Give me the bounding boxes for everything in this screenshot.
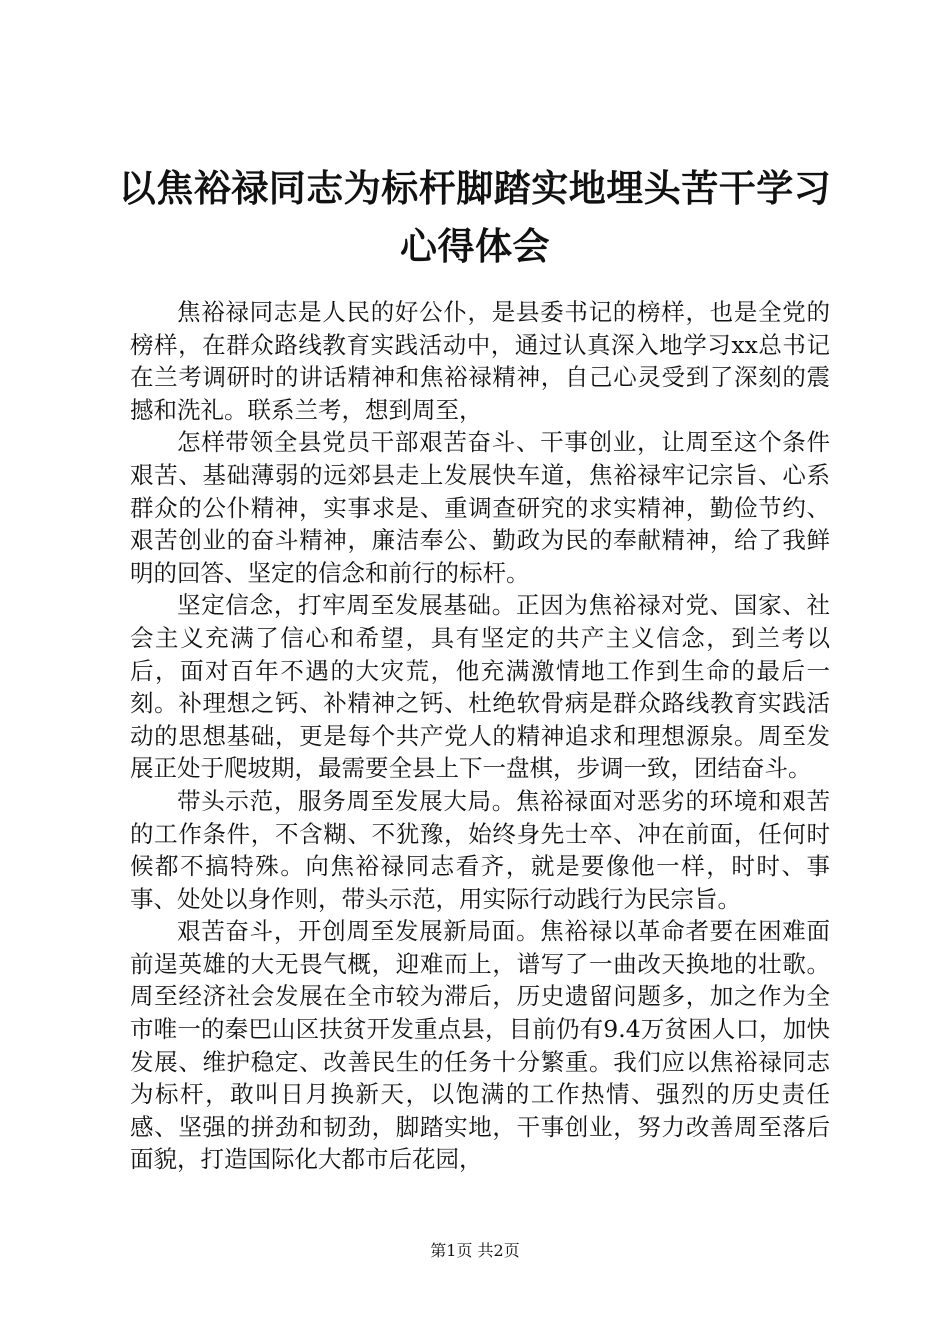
body-paragraph: 坚定信念，打牢周至发展基础。正因为焦裕禄对党、国家、社会主义充满了信心和希望，具有坚定的共产主义信念，到兰考以后，面对百年不遇的大灾荒，他充满激情地工作到生命的最后一刻。补理想之钙、补精神之钙、杜绝软骨病是群众路线教育实践活动的思想基础，更是每个共产党人的精神追求和理想源泉。周至发展正处于爬坡期，最需要全县上下一盘棋，步调一致，团结奋斗。 <box>130 591 830 783</box>
document-title: 以焦裕禄同志为标杆脚踏实地埋头苦干学习心得体会 <box>118 167 832 268</box>
body-paragraph: 带头示范，服务周至发展大局。焦裕禄面对恶劣的环境和艰苦的工作条件，不含糊、不犹豫，始终身先士卒、冲在前面，任何时候都不搞特殊。向焦裕禄同志看齐，就是要像他一样，时时、事事、处处以身作则，带头示范，用实际行动践行为民宗旨。 <box>130 786 830 913</box>
document-body <box>130 296 830 1176</box>
body-paragraph: 艰苦奋斗，开创周至发展新局面。焦裕禄以革命者要在困难面前逞英雄的大无畏气概，迎难而上，谱写了一曲改天换地的壮歌。周至经济社会发展在全市较为滞后，历史遗留问题多，加之作为全市唯一的秦巴山区扶贫开发重点县，目前仍有9.4万贫困人口，加快发展、维护稳定、改善民生的任务十分繁重。我们应以焦裕禄同志为标杆，敢叫日月换新天，以饱满的工作热情、强烈的历史责任感、坚强的拼劲和韧劲，脚踏实地，干事创业，努力改善周至落后面貌，打造国际化大都市后花园， <box>130 917 830 1174</box>
page-number-footer: 第1页 共2页 <box>430 1241 520 1260</box>
body-paragraph: 怎样带领全县党员干部艰苦奋斗、干事创业，让周至这个条件艰苦、基础薄弱的远郊县走上发展快车道，焦裕禄牢记宗旨、心系群众的公仆精神，实事求是、重调查研究的求实精神，勤俭节约、艰苦创业的奋斗精神，廉洁奉公、勤政为民的奉献精神，给了我鲜明的回答、坚定的信念和前行的标杆。 <box>130 428 830 587</box>
body-paragraph: 焦裕禄同志是人民的好公仆，是县委书记的榜样，也是全党的榜样，在群众路线教育实践活动中，通过认真深入地学习xx总书记在兰考调研时的讲话精神和焦裕禄精神，自己心灵受到了深刻的震撼和洗礼。联系兰考，想到周至， <box>130 298 830 424</box>
